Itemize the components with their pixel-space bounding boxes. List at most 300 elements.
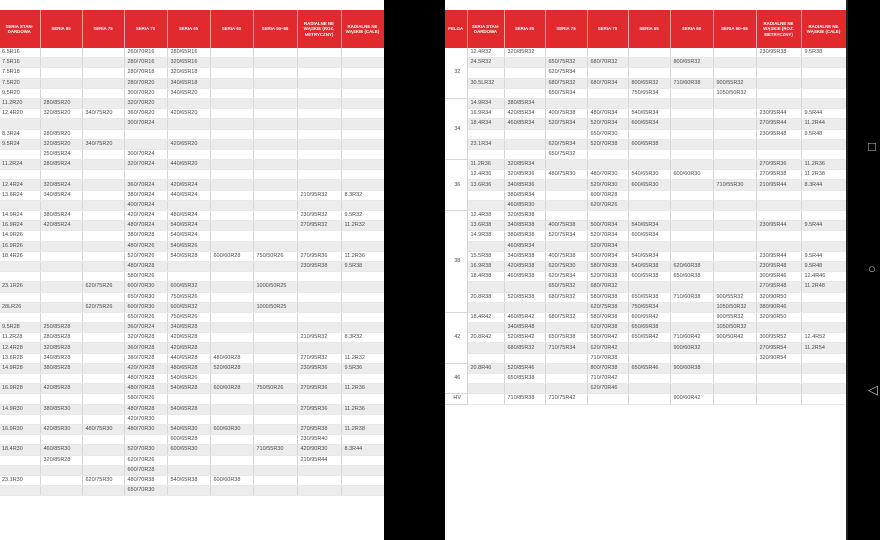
- table-cell: [801, 394, 846, 404]
- page-edge: [846, 0, 848, 540]
- table-row: [445, 292, 846, 302]
- table-cell: [210, 455, 253, 465]
- table-cell: 420/85R24: [40, 221, 82, 231]
- table-cell: 620/70R42: [587, 343, 628, 353]
- table-cell: 340/65R20: [167, 88, 210, 98]
- table-cell: [40, 200, 82, 210]
- table-cell: 650/70R30: [587, 129, 628, 139]
- table-cell: [297, 312, 341, 322]
- table-cell: [713, 241, 756, 251]
- table-row: [445, 88, 846, 98]
- table-cell: 600/60R28: [210, 251, 253, 261]
- table-cell: 23.1R30: [0, 475, 40, 485]
- table-cell: [82, 374, 124, 384]
- table-cell: [713, 261, 756, 271]
- table-row: [445, 363, 846, 373]
- table-row: [0, 48, 384, 58]
- table-cell: 320/85R24: [40, 180, 82, 190]
- table-cell: [670, 200, 713, 210]
- table-row: [0, 190, 384, 200]
- table-cell: [713, 394, 756, 404]
- table-cell: 18.4R38: [467, 272, 504, 282]
- table-cell: [167, 261, 210, 271]
- table-cell: 14.9R24: [0, 211, 40, 221]
- table-cell: 480/75R30: [545, 170, 587, 180]
- header-series-85: SERIA 85: [504, 10, 545, 48]
- table-cell: [628, 58, 670, 68]
- table-row: [445, 119, 846, 129]
- table-cell: 580/70R42: [587, 333, 628, 343]
- table-cell: [341, 129, 384, 139]
- table-cell: [167, 414, 210, 424]
- table-cell: [297, 475, 341, 485]
- table-cell: 18.4R34: [467, 119, 504, 129]
- table-cell: 230/95R44: [756, 109, 801, 119]
- circle-icon[interactable]: ○: [868, 261, 876, 276]
- table-cell: [253, 241, 297, 251]
- table-cell: 540/65R38: [628, 261, 670, 271]
- table-cell: [713, 170, 756, 180]
- table-cell: 23.1R26: [0, 282, 40, 292]
- square-icon[interactable]: □: [868, 139, 876, 154]
- table-cell: 210/95R32: [297, 333, 341, 343]
- table-cell: 12.4R52: [801, 333, 846, 343]
- table-cell: [467, 200, 504, 210]
- table-cell: 710/60R38: [670, 78, 713, 88]
- table-cell: 400/75R38: [545, 221, 587, 231]
- table-row: [445, 109, 846, 119]
- table-cell: 460/85R34: [504, 241, 545, 251]
- table-row: [0, 445, 384, 455]
- table-cell: [628, 211, 670, 221]
- table-cell: 320/85R28: [40, 343, 82, 353]
- table-cell: [756, 394, 801, 404]
- header-narrow-inch: RADIALNE NE WĄSKIE (CALE): [341, 10, 384, 48]
- table-cell: 520/60R28: [210, 363, 253, 373]
- table-row: [445, 48, 846, 58]
- table-cell: [341, 343, 384, 353]
- table-cell: [40, 231, 82, 241]
- table-cell: 650/75R32: [545, 58, 587, 68]
- header-series-65: SERIA 65: [628, 10, 670, 48]
- table-cell: [40, 251, 82, 261]
- table-cell: [82, 465, 124, 475]
- table-cell: [253, 58, 297, 68]
- table-cell: 11.2R36: [467, 160, 504, 170]
- header-rim: FELGA: [445, 10, 467, 48]
- table-cell: [0, 312, 40, 322]
- table-cell: [0, 394, 40, 404]
- table-cell: [82, 211, 124, 221]
- table-cell: 540/65R34: [628, 221, 670, 231]
- table-cell: [40, 475, 82, 485]
- table-cell: 520/70R34: [587, 119, 628, 129]
- table-cell: 650/60R38: [670, 272, 713, 282]
- table-cell: 520/70R34: [587, 231, 628, 241]
- table-cell: 320/85R32: [504, 48, 545, 58]
- table-cell: [82, 353, 124, 363]
- table-header-row: [0, 10, 384, 48]
- table-cell: [0, 374, 40, 384]
- table-cell: 15.5R38: [467, 251, 504, 261]
- table-cell: 270/95R36: [297, 251, 341, 261]
- table-cell: [628, 98, 670, 108]
- table-cell: [0, 486, 40, 496]
- table-cell: 11.2R44: [801, 119, 846, 129]
- table-cell: 710/55R30: [253, 445, 297, 455]
- table-cell: [40, 435, 82, 445]
- table-cell: [756, 98, 801, 108]
- table-cell: 420/65R20: [167, 109, 210, 119]
- table-row: [0, 465, 384, 475]
- table-cell: [253, 261, 297, 271]
- table-cell: 210/95R44: [756, 180, 801, 190]
- table-cell: 900/60R32: [670, 343, 713, 353]
- table-cell: [210, 139, 253, 149]
- table-cell: [297, 109, 341, 119]
- header-series-75: SERIA 75: [545, 10, 587, 48]
- table-cell: 480/70R24: [124, 221, 167, 231]
- table-cell: [545, 302, 587, 312]
- table-row: [0, 98, 384, 108]
- table-cell: [467, 323, 504, 333]
- table-cell: 380/85R38: [504, 231, 545, 241]
- table-cell: [756, 190, 801, 200]
- table-cell: [253, 486, 297, 496]
- table-cell: 520/70R26: [124, 251, 167, 261]
- table-cell: 680/85R32: [504, 343, 545, 353]
- table-cell: 11.2R20: [0, 98, 40, 108]
- table-cell: 270/95R44: [756, 119, 801, 129]
- table-cell: [467, 394, 504, 404]
- table-cell: 540/65R24: [167, 221, 210, 231]
- table-cell: [210, 323, 253, 333]
- table-cell: [0, 292, 40, 302]
- table-cell: [210, 241, 253, 251]
- table-cell: 650/85R38: [504, 374, 545, 384]
- table-cell: [670, 160, 713, 170]
- table-row: [0, 455, 384, 465]
- table-cell: [297, 302, 341, 312]
- table-cell: [341, 465, 384, 475]
- table-cell: [82, 98, 124, 108]
- table-cell: [545, 374, 587, 384]
- table-cell: [253, 211, 297, 221]
- table-cell: 580/70R26: [124, 272, 167, 282]
- table-cell: 12.4R36: [467, 170, 504, 180]
- table-cell: [504, 302, 545, 312]
- table-cell: 9.5R44: [801, 109, 846, 119]
- table-cell: 12.4R38: [467, 211, 504, 221]
- table-cell: [82, 241, 124, 251]
- rim-size-cell: 46: [445, 363, 467, 394]
- table-cell: [82, 88, 124, 98]
- table-cell: 300/70R24: [124, 119, 167, 129]
- table-cell: 230/95R44: [756, 221, 801, 231]
- table-cell: [124, 129, 167, 139]
- table-cell: 480/70R28: [124, 261, 167, 271]
- table-cell: 620/70R26: [587, 200, 628, 210]
- table-cell: [467, 282, 504, 292]
- table-cell: 750/65R26: [167, 312, 210, 322]
- table-cell: 420/65R28: [167, 333, 210, 343]
- table-cell: 540/65R34: [628, 251, 670, 261]
- table-row: [445, 180, 846, 190]
- table-row: [0, 109, 384, 119]
- table-cell: [210, 48, 253, 58]
- table-cell: [40, 312, 82, 322]
- table-cell: 9.5R38: [341, 261, 384, 271]
- table-cell: [210, 343, 253, 353]
- table-cell: 300/95R52: [756, 333, 801, 343]
- table-cell: [82, 68, 124, 78]
- table-row: [0, 323, 384, 333]
- table-cell: 620/75R26: [82, 282, 124, 292]
- header-series-75: SERIA 75: [82, 10, 124, 48]
- table-cell: [545, 160, 587, 170]
- table-cell: 710/55R30: [713, 180, 756, 190]
- table-cell: 230/95R48: [756, 261, 801, 271]
- table-cell: [801, 200, 846, 210]
- table-cell: 420/85R28: [40, 384, 82, 394]
- table-cell: [167, 465, 210, 475]
- table-row: [445, 200, 846, 210]
- table-cell: [253, 435, 297, 445]
- table-cell: [713, 211, 756, 221]
- table-cell: 9.5R44: [801, 251, 846, 261]
- table-row: [445, 139, 846, 149]
- triangle-icon[interactable]: ◁: [868, 382, 878, 397]
- table-cell: [40, 68, 82, 78]
- table-cell: 710/60R42: [670, 333, 713, 343]
- table-cell: 710/70R42: [587, 374, 628, 384]
- table-cell: [82, 251, 124, 261]
- table-cell: [713, 353, 756, 363]
- table-cell: 650/65R38: [628, 292, 670, 302]
- table-row: [445, 190, 846, 200]
- table-cell: [82, 221, 124, 231]
- table-row: [0, 129, 384, 139]
- table-cell: 440/65R20: [167, 160, 210, 170]
- table-cell: 12.4R20: [0, 109, 40, 119]
- table-cell: 270/95R36: [297, 404, 341, 414]
- table-cell: 8.3R44: [341, 445, 384, 455]
- table-row: [0, 251, 384, 261]
- table-cell: 1000/50R25: [253, 282, 297, 292]
- table-cell: [628, 282, 670, 292]
- table-cell: 14.9R26: [0, 231, 40, 241]
- side-toolbar: [866, 0, 880, 540]
- table-cell: 9.5R38: [801, 48, 846, 58]
- table-cell: 16.9R34: [467, 109, 504, 119]
- table-cell: [40, 170, 82, 180]
- table-cell: [210, 486, 253, 496]
- table-cell: 13.6R38: [467, 221, 504, 231]
- table-cell: [545, 363, 587, 373]
- table-cell: [82, 343, 124, 353]
- table-cell: [124, 170, 167, 180]
- table-row: [445, 394, 846, 404]
- table-cell: [40, 465, 82, 475]
- table-cell: 600/65R30: [167, 445, 210, 455]
- table-cell: [801, 302, 846, 312]
- table-cell: 16.9R24: [0, 221, 40, 231]
- table-cell: [0, 119, 40, 129]
- table-cell: [504, 282, 545, 292]
- table-cell: [341, 302, 384, 312]
- table-cell: 300/70R20: [124, 88, 167, 98]
- table-cell: [210, 414, 253, 424]
- table-row: [445, 98, 846, 108]
- table-cell: 11.2R36: [341, 404, 384, 414]
- table-cell: [82, 129, 124, 139]
- table-cell: [801, 241, 846, 251]
- table-cell: [40, 261, 82, 271]
- table-row: [0, 435, 384, 445]
- table-cell: [341, 109, 384, 119]
- table-cell: [801, 190, 846, 200]
- table-cell: 16.9R26: [0, 241, 40, 251]
- table-cell: 480/75R30: [82, 424, 124, 434]
- table-cell: [713, 282, 756, 292]
- table-cell: [670, 384, 713, 394]
- table-cell: [713, 272, 756, 282]
- table-cell: 8.3R32: [341, 333, 384, 343]
- table-cell: [341, 180, 384, 190]
- table-cell: 750/50R26: [253, 384, 297, 394]
- table-cell: [628, 374, 670, 384]
- table-cell: 600/65R32: [167, 282, 210, 292]
- table-cell: 400/75R38: [545, 251, 587, 261]
- table-cell: [253, 68, 297, 78]
- table-row: [445, 170, 846, 180]
- table-cell: [82, 333, 124, 343]
- table-cell: 600/60R28: [210, 384, 253, 394]
- table-row: [445, 323, 846, 333]
- table-cell: 420/85R30: [40, 424, 82, 434]
- table-cell: [210, 292, 253, 302]
- table-cell: [40, 241, 82, 251]
- table-cell: [210, 190, 253, 200]
- table-cell: [167, 272, 210, 282]
- table-cell: [628, 200, 670, 210]
- header-series-65: SERIA 65: [167, 10, 210, 48]
- table-cell: 480/60R28: [210, 353, 253, 363]
- table-cell: [253, 129, 297, 139]
- table-cell: 900/50R42: [713, 333, 756, 343]
- table-cell: 480/65R28: [167, 363, 210, 373]
- table-cell: [40, 486, 82, 496]
- table-cell: [670, 282, 713, 292]
- table-cell: 480/70R26: [124, 241, 167, 251]
- table-cell: 360/70R24: [124, 180, 167, 190]
- table-cell: [40, 88, 82, 98]
- table-cell: 9.5R24: [0, 139, 40, 149]
- table-cell: [82, 180, 124, 190]
- table-cell: [40, 78, 82, 88]
- table-cell: [341, 323, 384, 333]
- table-cell: 320/85R28: [40, 455, 82, 465]
- table-cell: [670, 211, 713, 221]
- table-cell: 340/85R48: [504, 323, 545, 333]
- table-cell: 650/75R32: [545, 282, 587, 292]
- table-cell: [713, 343, 756, 353]
- table-cell: 14.9R28: [0, 363, 40, 373]
- table-row: [0, 221, 384, 231]
- table-row: [0, 374, 384, 384]
- table-cell: [628, 353, 670, 363]
- table-cell: 360/70R28: [124, 343, 167, 353]
- table-cell: 600/65R28: [167, 435, 210, 445]
- table-cell: [467, 129, 504, 139]
- table-cell: [341, 78, 384, 88]
- table-cell: [0, 414, 40, 424]
- table-cell: [801, 58, 846, 68]
- table-cell: [253, 231, 297, 241]
- table-cell: [297, 465, 341, 475]
- table-cell: 320/70R28: [124, 333, 167, 343]
- table-cell: [756, 68, 801, 78]
- table-cell: 460/85R34: [504, 119, 545, 129]
- table-cell: 750/65R34: [628, 302, 670, 312]
- table-cell: [756, 323, 801, 333]
- table-cell: 900/55R32: [713, 292, 756, 302]
- table-cell: 600/70R30: [124, 282, 167, 292]
- table-cell: 520/75R34: [545, 231, 587, 241]
- table-cell: 13.6R28: [0, 353, 40, 363]
- table-cell: 1000/50R25: [253, 302, 297, 312]
- table-row: [0, 363, 384, 373]
- tire-size-table-right: [445, 10, 846, 405]
- table-cell: [0, 272, 40, 282]
- table-cell: 11.2R24: [0, 160, 40, 170]
- table-cell: [670, 139, 713, 149]
- table-cell: [801, 139, 846, 149]
- table-cell: [341, 88, 384, 98]
- table-cell: [670, 190, 713, 200]
- table-cell: [756, 231, 801, 241]
- header-series-70: SERIA 70: [124, 10, 167, 48]
- table-row: [445, 282, 846, 292]
- table-cell: 750/65R34: [628, 88, 670, 98]
- table-cell: [713, 48, 756, 58]
- table-cell: [341, 435, 384, 445]
- table-cell: [210, 404, 253, 414]
- table-cell: 580/70R38: [587, 261, 628, 271]
- table-cell: [713, 384, 756, 394]
- table-cell: 380/70R28: [124, 231, 167, 241]
- table-cell: [297, 149, 341, 159]
- table-cell: 23.1R34: [467, 139, 504, 149]
- table-cell: [210, 211, 253, 221]
- table-row: [445, 231, 846, 241]
- table-cell: 230/95R44: [756, 251, 801, 261]
- table-cell: [253, 292, 297, 302]
- table-cell: [82, 414, 124, 424]
- table-cell: [467, 190, 504, 200]
- table-cell: [210, 68, 253, 78]
- table-cell: [467, 88, 504, 98]
- table-cell: [341, 241, 384, 251]
- table-row: [0, 272, 384, 282]
- header-narrow-metric: RADIALNE NE WĄSKIE (ROZ. METRYCZNY): [756, 10, 801, 48]
- table-cell: [210, 312, 253, 322]
- table-cell: [82, 149, 124, 159]
- table-cell: 320/70R24: [124, 160, 167, 170]
- table-cell: 210/95R44: [297, 455, 341, 465]
- table-cell: 270/95R38: [756, 170, 801, 180]
- table-cell: 13.6R36: [467, 180, 504, 190]
